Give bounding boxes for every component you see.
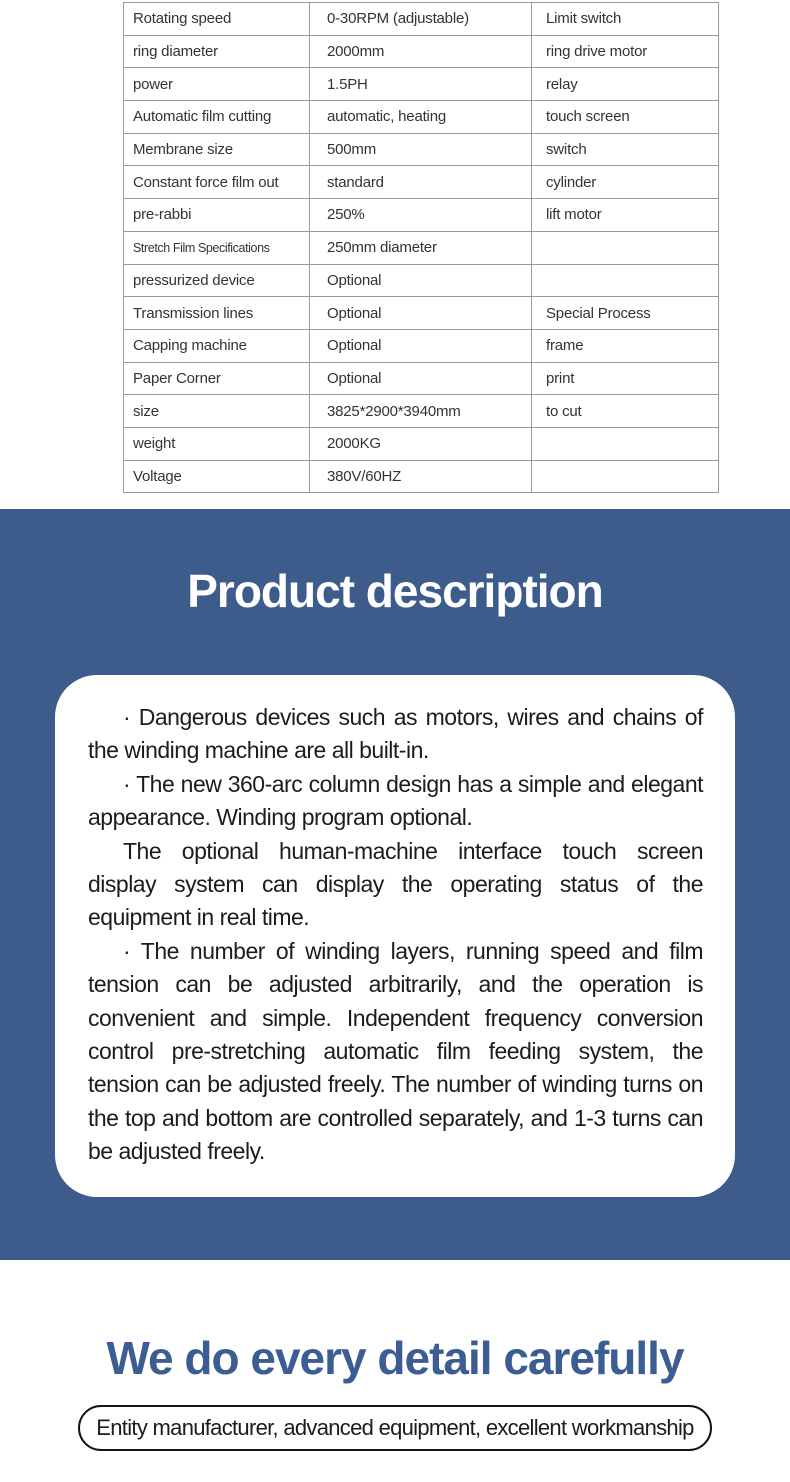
tagline-pill — [78, 1405, 711, 1451]
description-paragraph: · The number of winding layers, running speed and film tension can be adjusted arbitrarily, and the operation is convenient and simple. Independent frequency conversion control pre-stretching automatic film feeding system, the tension can be adjusted freely. The number of winding turns on the top and bottom are controlled separately, and 1-3 turns can be adjusted freely. — [88, 937, 703, 1165]
spec-cell-label: Automatic film cutting — [124, 101, 310, 134]
spec-cell-extra: Special Process — [532, 297, 719, 330]
spec-row — [124, 427, 719, 460]
spec-row — [124, 329, 719, 362]
spec-cell-label: Stretch Film Specifications — [124, 231, 310, 264]
spec-row — [124, 35, 719, 68]
spec-row — [124, 362, 719, 395]
spec-cell-value: 380V/60HZ — [310, 460, 532, 493]
spec-cell-label: ring diameter — [124, 35, 310, 68]
spec-cell-extra — [532, 427, 719, 460]
tagline-text: Entity manufacturer, advanced equipment, excellent workmanship — [96, 1414, 694, 1440]
spec-row — [124, 133, 719, 166]
spec-cell-label: Constant force film out — [124, 166, 310, 199]
spec-row — [124, 199, 719, 232]
spec-cell-extra — [532, 231, 719, 264]
spec-cell-extra — [532, 460, 719, 493]
spec-cell-value: 2000mm — [310, 35, 532, 68]
spec-row — [124, 166, 719, 199]
spec-cell-value: 500mm — [310, 133, 532, 166]
spec-cell-label: Membrane size — [124, 133, 310, 166]
footer-title: We do every detail carefully — [106, 1332, 684, 1384]
spec-cell-extra: relay — [532, 68, 719, 101]
spec-cell-label: weight — [124, 427, 310, 460]
spec-row — [124, 460, 719, 493]
spec-cell-label: pressurized device — [124, 264, 310, 297]
spec-cell-label: Paper Corner — [124, 362, 310, 395]
spec-cell-value: automatic, heating — [310, 101, 532, 134]
spec-cell-label: Transmission lines — [124, 297, 310, 330]
description-card — [55, 675, 735, 1197]
spec-cell-extra: print — [532, 362, 719, 395]
spec-cell-value: standard — [310, 166, 532, 199]
spec-table-body — [124, 3, 719, 493]
spec-cell-value: Optional — [310, 264, 532, 297]
spec-cell-extra: Limit switch — [532, 3, 719, 36]
spec-cell-label: Rotating speed — [124, 3, 310, 36]
spec-cell-extra: touch screen — [532, 101, 719, 134]
spec-cell-value: Optional — [310, 329, 532, 362]
spec-cell-value: 3825*2900*3940mm — [310, 395, 532, 428]
spec-cell-label: pre-rabbi — [124, 199, 310, 232]
spec-cell-value: 2000KG — [310, 427, 532, 460]
detail-footer-section — [0, 1260, 790, 1451]
spec-cell-value: Optional — [310, 362, 532, 395]
spec-row — [124, 264, 719, 297]
spec-cell-extra: lift motor — [532, 199, 719, 232]
description-paragraph: · Dangerous devices such as motors, wires and chains of the winding machine are all built-in. — [88, 704, 703, 764]
spec-row — [124, 297, 719, 330]
spec-cell-extra: ring drive motor — [532, 35, 719, 68]
spec-cell-label: Voltage — [124, 460, 310, 493]
spec-cell-extra: cylinder — [532, 166, 719, 199]
product-description-title: Product description — [187, 565, 603, 617]
spec-cell-label: Capping machine — [124, 329, 310, 362]
spec-row — [124, 3, 719, 36]
spec-cell-label: power — [124, 68, 310, 101]
tagline-row — [0, 1405, 790, 1451]
spec-cell-value: 1.5PH — [310, 68, 532, 101]
spec-row — [124, 231, 719, 264]
spec-table — [123, 2, 719, 493]
spec-cell-extra — [532, 264, 719, 297]
description-paragraph: · The new 360-arc column design has a simple and elegant appearance. Winding program optional. — [88, 770, 703, 831]
spec-cell-extra: frame — [532, 329, 719, 362]
spec-row — [124, 101, 719, 134]
product-description-section — [0, 509, 790, 1260]
description-paragraph: The optional human-machine interface touch screen display system can display the operating status of the equipment in real time. — [88, 837, 703, 931]
spec-cell-extra: switch — [532, 133, 719, 166]
spec-cell-value: 250mm diameter — [310, 231, 532, 264]
spec-cell-extra: to cut — [532, 395, 719, 428]
spec-cell-value: Optional — [310, 297, 532, 330]
spec-cell-value: 0-30RPM (adjustable) — [310, 3, 532, 36]
spec-row — [124, 68, 719, 101]
spec-row — [124, 395, 719, 428]
spec-cell-label: size — [124, 395, 310, 428]
spec-cell-value: 250% — [310, 199, 532, 232]
